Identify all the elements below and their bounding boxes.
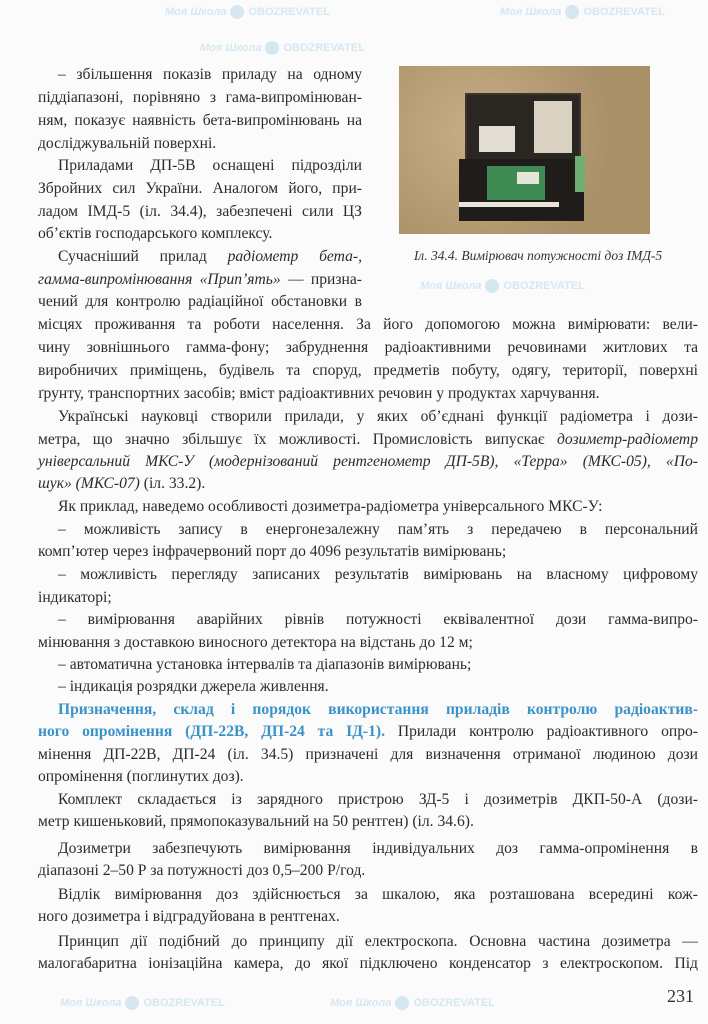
text-segment: – збільшення показів приладу на одному [58, 66, 362, 83]
text-line [38, 860, 698, 882]
text-segment: об’єктів господарського комплексу. [38, 225, 273, 242]
watermark-brand: OBOZREVATEL [283, 42, 365, 54]
text-segment: індикаторі; [38, 589, 112, 606]
text-line [38, 87, 362, 109]
watermark-brand: OBOZREVATEL [413, 997, 495, 1009]
text-line [58, 884, 698, 906]
text-line [58, 838, 698, 860]
text-line [58, 609, 698, 631]
italic-term: універсальний МКС-У (модернізований рентгенометр ДП-5В), «Терра» (МКС-05), «По- [38, 453, 698, 470]
text-line [38, 811, 698, 833]
text-segment: Як приклад, наведемо особливості дозиметра-радіометра універсального МКС-У: [58, 498, 603, 515]
text-line [38, 133, 362, 155]
text-line [58, 931, 698, 953]
text-segment: Відлік вимірювання доз здійснюється за шкалою, яка розташована всередині кож- [58, 886, 698, 903]
text-segment: Принцип дії подібний до принципу дії електроскопа. Основна частина дозиметра — [58, 933, 698, 950]
text-segment: Прилади контролю радіоактивного опро- [385, 723, 698, 740]
text-line [38, 473, 698, 495]
text-segment: піддіапазоні, порівняно з гама-випромінюван- [38, 89, 362, 106]
watermark-brand: OBOZREVATEL [583, 6, 665, 18]
text-segment: – можливість перегляду записаних результатів вимірювань на власному цифровому [58, 566, 698, 583]
text-line [38, 587, 698, 609]
text-segment: ням, показує наявність бета-випромінювань на [38, 112, 362, 129]
text-segment: – можливість запису в енергонезалежну пам’ять з передачею в персональний [58, 521, 698, 538]
text-line [38, 632, 698, 654]
text-segment: чений для контролю радіаційної обстановки в [38, 293, 362, 310]
text-segment: Дозиметри забезпечують вимірювання індивідуальних доз гамма-опромінення в [58, 840, 698, 857]
text-segment: виробничих приміщень, будівель та споруд, предметів побуту, одягу, території, поверхні [38, 362, 698, 379]
watermark-school: Моя Школа [60, 997, 122, 1009]
text-line [38, 721, 698, 743]
text-line [58, 496, 698, 518]
text-line [58, 699, 698, 721]
text-line [38, 906, 698, 928]
text-segment: – автоматична установка інтервалів та діапазонів вимірювань; [58, 656, 472, 673]
text-segment: метра, що значно збільшує їх можливості. Промисловість випускає [38, 431, 557, 448]
text-line [58, 155, 362, 177]
italic-term: гамма-випромінювання «Прип’ять» [38, 271, 281, 288]
text-segment: Українські науковці створили прилади, у яких об’єднані функції радіометра і дози- [58, 408, 698, 425]
text-segment: малогабаритна іонізаційна камера, до якої підключено конденсатор з електроскопом. Під [38, 955, 698, 972]
text-segment: – індикація розрядки джерела живлення. [58, 678, 329, 695]
section-heading-text: ного опромінення (ДП-22В, ДП-24 та ІД-1). [38, 723, 386, 740]
text-line [38, 337, 698, 359]
text-line [38, 451, 698, 473]
text-line [38, 269, 362, 291]
text-segment: чину зовнішнього гамма-фону; забруднення радіоактивними речовинами житлових та [38, 339, 698, 356]
figure-caption: Іл. 34.4. Вимірювач потужності доз ІМД-5 [413, 248, 663, 263]
text-segment: метр кишеньковий, прямопоказувальний на 50 рентген) (іл. 34.6). [38, 813, 474, 830]
text-segment: Комплект складається із зарядного пристрою ЗД-5 і дозиметрів ДКП-50-А (дози- [58, 791, 698, 808]
watermark-school: Моя Школа [330, 997, 392, 1009]
text-line [58, 519, 698, 541]
text-segment: мінення ДП-22В, ДП-24 (іл. 34.5) призначені для визначення отриманої людиною дози [38, 746, 698, 763]
watermark-school: Моя Школа [165, 6, 227, 18]
italic-term: радіометр бета-, [227, 248, 362, 265]
text-segment: Приладами ДП-5В оснащені підрозділи [58, 157, 362, 174]
text-segment: комп’ютер через інфрачервоний порт до 4096 результатів вимірювань; [38, 543, 507, 560]
text-segment: місцях проживання та роботи населення. За його допомогою можна вимірювати: вели- [38, 316, 698, 333]
watermark-school: Моя Школа [500, 6, 562, 18]
text-line [58, 246, 362, 268]
text-line [38, 383, 698, 405]
text-segment: ґрунту, транспортних засобів; вміст радіоактивних речовин у продуктах харчування. [38, 385, 600, 402]
text-segment: ного дозиметра і відградуйована в рентгенах. [38, 908, 340, 925]
section-heading-text: Призначення, склад і порядок використання приладів контролю радіоактив- [58, 701, 698, 718]
text-line [38, 766, 698, 788]
text-line [58, 564, 698, 586]
text-segment: діапазоні 2–50 Р за потужності доз 0,5–200 Р/год. [38, 862, 366, 879]
text-segment: мінювання з доставкою виносного детектора на відстань до 12 м; [38, 634, 473, 651]
text-line [58, 64, 362, 86]
text-segment: Збройних сил України. Аналогом його, при- [38, 180, 362, 197]
text-line [58, 406, 698, 428]
italic-term: дозиметр-радіометр [556, 431, 698, 448]
text-line [38, 360, 698, 382]
text-line [38, 953, 698, 975]
text-line [58, 654, 698, 676]
text-line [38, 541, 698, 563]
watermark-brand: OBOZREVATEL [503, 280, 585, 292]
watermark-brand: OBOZREVATEL [248, 6, 330, 18]
text-segment: Сучасніший прилад [58, 248, 228, 265]
watermark-school: Моя Школа [200, 42, 262, 54]
text-segment: опромінення (поглинутих доз). [38, 768, 244, 785]
text-line [38, 178, 362, 200]
text-segment: ладом ІМД-5 (іл. 34.4), забезпечені сили ЦЗ [38, 203, 362, 220]
text-segment: досліджувальній поверхні. [38, 135, 217, 152]
text-line [38, 110, 362, 132]
text-line [38, 744, 698, 766]
text-segment: — призна- [280, 271, 362, 288]
page-number: 231 [667, 986, 694, 1006]
italic-term: шук» (МКС-07) [38, 475, 140, 492]
text-line [38, 223, 362, 245]
text-line [38, 314, 698, 336]
text-line [38, 291, 362, 313]
text-line [38, 429, 698, 451]
text-line [58, 676, 698, 698]
text-line [38, 201, 362, 223]
watermark-school: Моя Школа [420, 280, 482, 292]
text-line [58, 789, 698, 811]
text-segment: (іл. 33.2). [139, 475, 206, 492]
watermark-brand: OBOZREVATEL [143, 997, 225, 1009]
text-segment: – вимірювання аварійних рівнів потужності еквівалентної дози гамма-випро- [58, 611, 698, 628]
